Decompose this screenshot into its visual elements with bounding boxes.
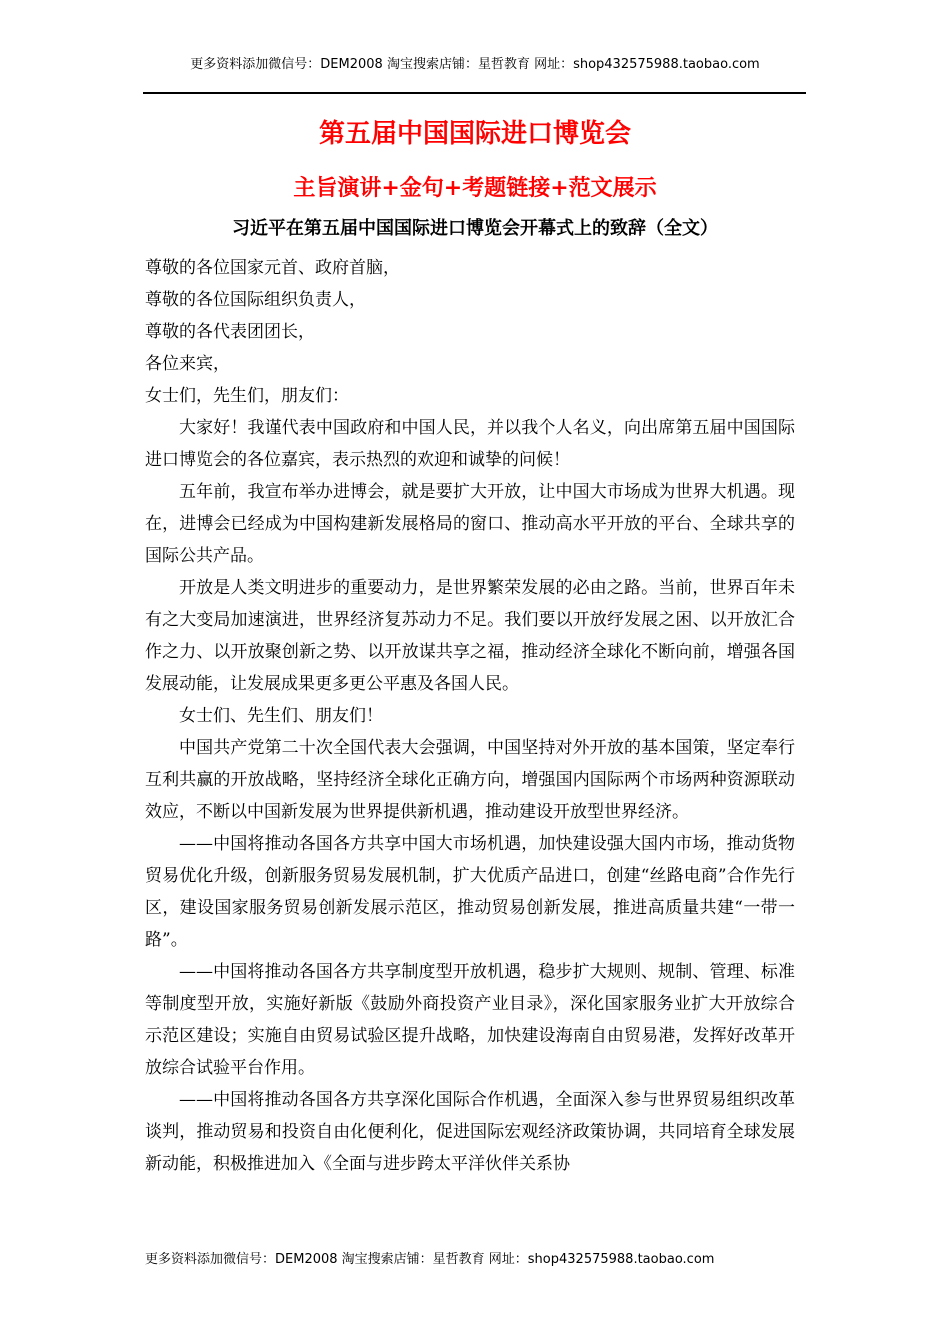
document-subtitle: 主旨演讲+金句+考题链接+范文展示 [293, 175, 657, 201]
salutation-line: 尊敬的各位国家元首、政府首脑， [145, 258, 400, 278]
paragraph: 五年前，我宣布举办进博会，就是要扩大开放，让中国大市场成为世界大机遇。现在，进博会已经成为中国构建新发展格局的窗口、推动高水平开放的平台、全球共享的国际公共产品。 [145, 482, 795, 566]
header-divider [143, 92, 806, 94]
paragraph: 中国共产党第二十次全国代表大会强调，中国坚持对外开放的基本国策，坚定奉行互利共赢的开放战略，坚持经济全球化正确方向，增强国内国际两个市场两种资源联动效应，不断以中国新发展为世界提供新机遇，推动建设开放型世界经济。 [145, 738, 795, 822]
paragraph: ——中国将推动各国各方共享深化国际合作机遇，全面深入参与世界贸易组织改革谈判，推动贸易和投资自由化便利化，促进国际宏观经济政策协调，共同培育全球发展新动能，积极推进加入《全面与进步跨太平洋伙伴关系协 [145, 1090, 795, 1174]
paragraph: 开放是人类文明进步的重要动力，是世界繁荣发展的必由之路。当前，世界百年未有之大变局加速演进，世界经济复苏动力不足。我们要以开放纾发展之困、以开放汇合作之力、以开放聚创新之势、以开放谋共享之福，推动经济全球化不断向前，增强各国发展动能，让发展成果更多更公平惠及各国人民。 [145, 578, 795, 694]
speech-body [145, 252, 795, 1180]
paragraph: ——中国将推动各国各方共享中国大市场机遇，加快建设强大国内市场，推动货物贸易优化升级，创新服务贸易发展机制，扩大优质产品进口，创建“丝路电商”合作先行区，建设国家服务贸易创新发展示范区，推动贸易创新发展，推进高质量共建“一带一路”。 [145, 834, 795, 950]
paragraph: 女士们、先生们、朋友们！ [179, 706, 383, 726]
salutation-line: 尊敬的各位国际组织负责人， [145, 290, 366, 310]
salutation-line: 各位来宾， [145, 354, 230, 374]
salutation-line: 尊敬的各代表团团长， [145, 322, 315, 342]
page-header: 更多资料添加微信号：DEM2008 淘宝搜索店铺：星哲教育 网址：shop432575988.taobao.com [190, 57, 760, 72]
paragraph: 大家好！我谨代表中国政府和中国人民，并以我个人名义，向出席第五届中国国际进口博览会的各位嘉宾，表示热烈的欢迎和诚挚的问候！ [145, 418, 795, 470]
paragraph: ——中国将推动各国各方共享制度型开放机遇，稳步扩大规则、规制、管理、标准等制度型开放，实施好新版《鼓励外商投资产业目录》，深化国家服务业扩大开放综合示范区建设；实施自由贸易试验区提升战略，加快建设海南自由贸易港，发挥好改革开放综合试验平台作用。 [145, 962, 795, 1078]
salutation-line: 女士们，先生们，朋友们： [145, 386, 349, 406]
page-footer: 更多资料添加微信号：DEM2008 淘宝搜索店铺：星哲教育 网址：shop432575988.taobao.com [145, 1252, 715, 1267]
document-title: 第五届中国国际进口博览会 [318, 119, 631, 149]
speech-heading: 习近平在第五届中国国际进口博览会开幕式上的致辞（全文） [232, 218, 718, 239]
